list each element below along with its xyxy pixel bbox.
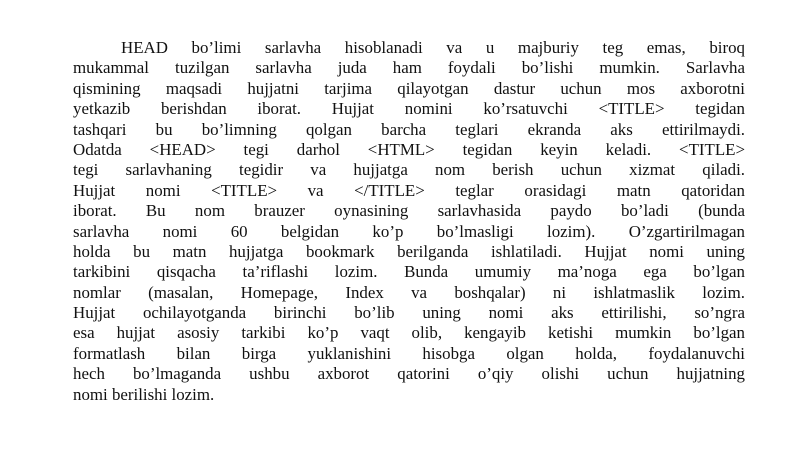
paragraph-line-4: yetkazib berishdan iborat. Hujjat nomini ko’rsatuvchi <TITLE> tegidan: [73, 99, 745, 119]
paragraph-line-6: Odatda <HEAD> tegi darhol <HTML> tegidan keyin keladi. <TITLE>: [73, 139, 745, 159]
paragraph-line-7: tegi sarlavhaning tegidir va hujjatga nom berish uchun xizmat qiladi.: [73, 160, 745, 180]
paragraph-line-14: Hujjat ochilayotganda birinchi bo’lib uning nomi aks ettirilishi, so’ngra: [73, 303, 745, 323]
paragraph-line-5: tashqari bu bo’limning qolgan barcha teglari ekranda aks ettirilmaydi.: [73, 119, 745, 139]
paragraph-line-3: qismining maqsadi hujjatni tarjima qilayotgan dastur uchun mos axborotni: [73, 78, 745, 98]
paragraph-line-12: tarkibini qisqacha ta’riflashi lozim. Bunda umumiy ma’noga ega bo’lgan: [73, 262, 745, 282]
paragraph-line-9: iborat. Bu nom brauzer oynasining sarlavhasida paydo bo’ladi (bunda: [73, 201, 745, 221]
paragraph-line-13: nomlar (masalan, Homepage, Index va boshqalar) ni ishlatmaslik lozim.: [73, 282, 745, 302]
paragraph-line-10: sarlavha nomi 60 belgidan ko’p bo’lmasligi lozim). O’zgartirilmagan: [73, 221, 745, 241]
paragraph-line-15: esa hujjat asosiy tarkibi ko’p vaqt olib, kengayib ketishi mumkin bo’lgan: [73, 323, 745, 343]
paragraph-line-11: holda bu matn hujjatga bookmark berilganda ishlatiladi. Hujjat nomi uning: [73, 241, 745, 261]
paragraph-line-8: Hujjat nomi <TITLE> va </TITLE> teglar orasidagi matn qatoridan: [73, 180, 745, 200]
paragraph-line-2: mukammal tuzilgan sarlavha juda ham foydali bo’lishi mumkin. Sarlavha: [73, 58, 745, 78]
paragraph: [73, 38, 745, 405]
paragraph-line-18: nomi berilishi lozim.: [73, 384, 215, 404]
paragraph-line-17: hech bo’lmaganda ushbu axborot qatorini o’qiy olishi uchun hujjatning: [73, 364, 745, 384]
paragraph-line-1: HEAD bo’limi sarlavha hisoblanadi va u majburiy teg emas, biroq: [121, 38, 745, 57]
paragraph-line-16: formatlash bilan birga yuklanishini hisobga olgan holda, foydalanuvchi: [73, 343, 745, 363]
